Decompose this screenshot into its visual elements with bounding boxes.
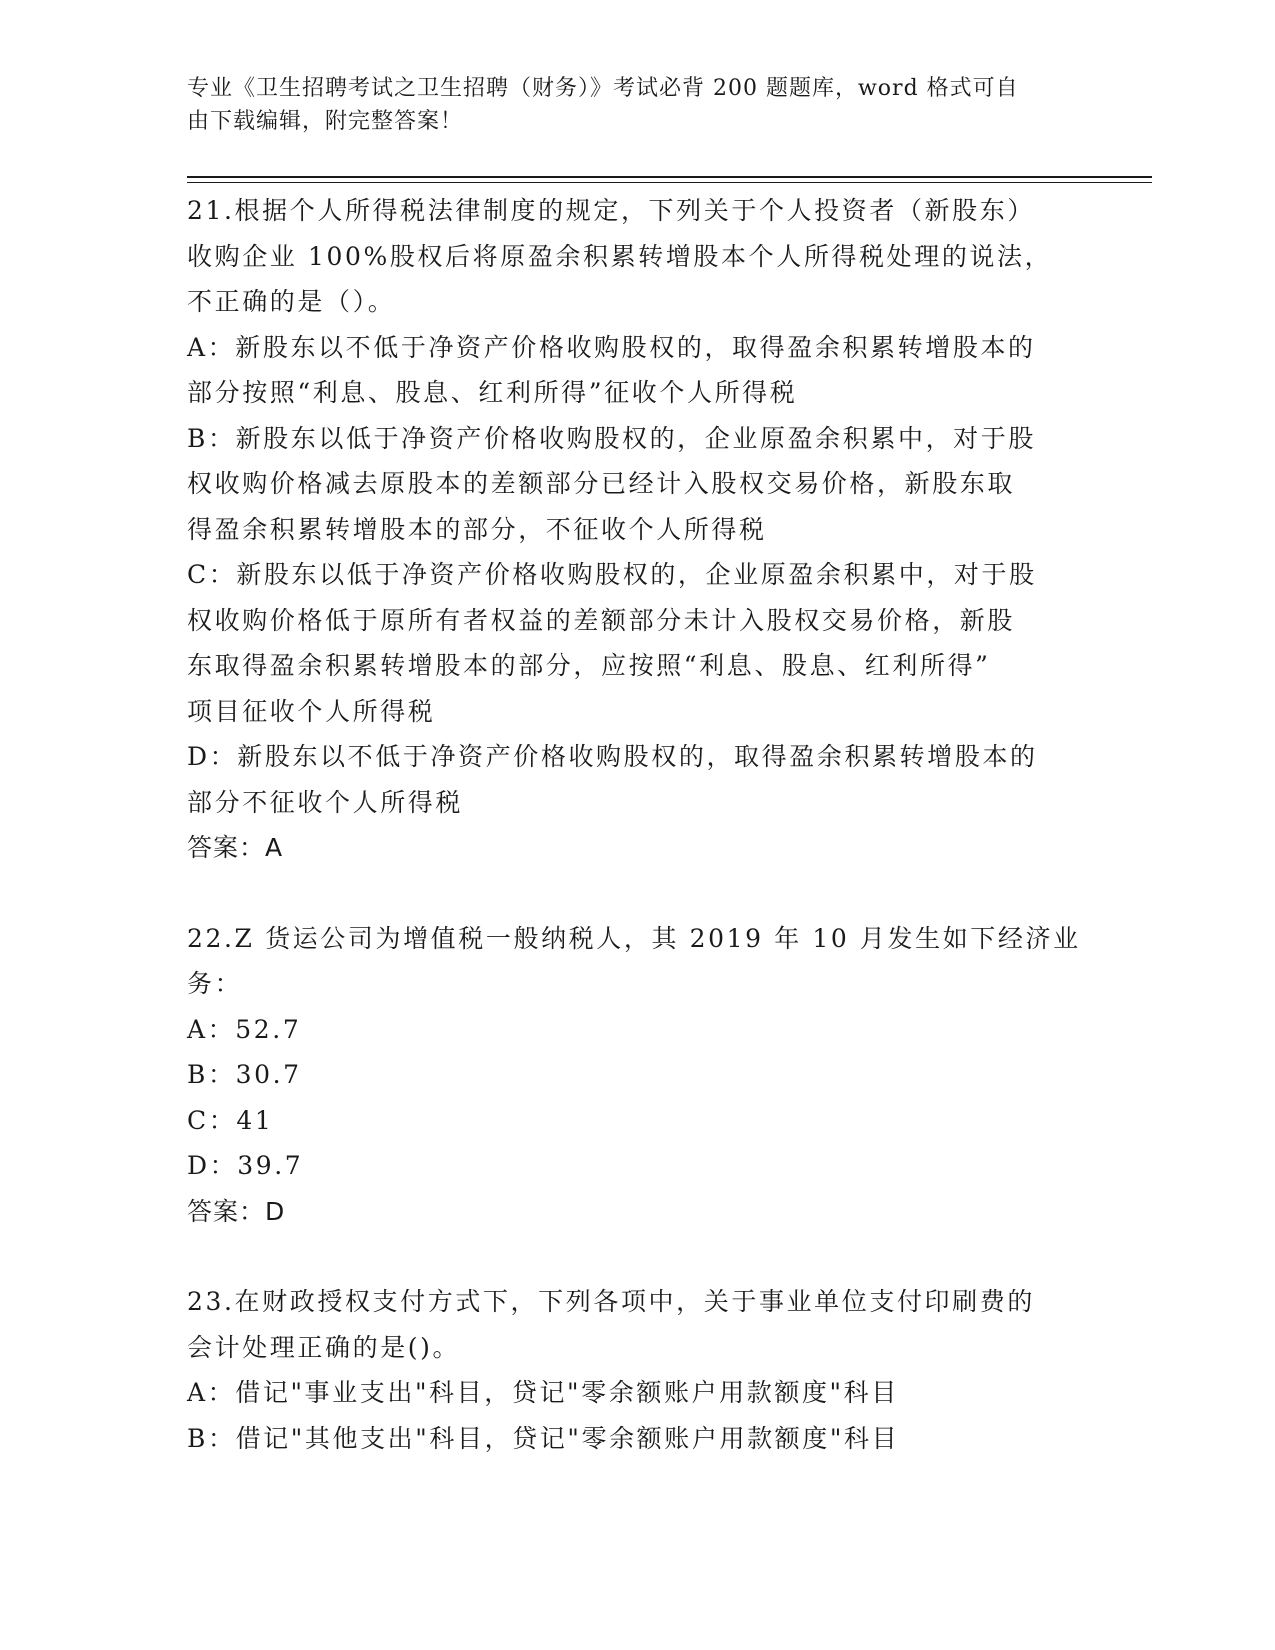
question-23 (187, 1279, 1087, 1461)
option-c: C：41 (187, 1105, 274, 1135)
option-b: B：30.7 (187, 1060, 302, 1089)
question-text: 23.在财政授权支付方式下，下列各项中，关于事业单位支付印刷费的 (187, 1287, 1035, 1316)
option-b: B：新股东以低于净资产价格收购股权的，企业原盈余积累中，对于股 (187, 423, 1036, 453)
option-d: D：39.7 (187, 1151, 304, 1180)
answer-label: 答案：A (187, 833, 284, 862)
option-a: 部分按照“利息、股息、红利所得”征收个人所得税 (187, 378, 798, 407)
question-text: 收购企业 100%股权后将原盈余积累转增股本个人所得税处理的说法， (187, 241, 1053, 271)
document-header (187, 72, 1087, 138)
option-c: 项目征收个人所得税 (187, 696, 436, 726)
option-b: 权收购价格减去原股本的差额部分已经计入股权交易价格，新股东取 (187, 469, 1016, 498)
header-divider-thick (187, 176, 1152, 178)
header-line: 专业《卫生招聘考试之卫生招聘（财务）》考试必背 200 题题库，word 格式可自 (187, 76, 1019, 101)
question-text: 22.Z 货运公司为增值税一般纳税人，其 2019 年 10 月发生如下经济业 (187, 923, 1081, 953)
option-a: A：52.7 (187, 1014, 302, 1044)
option-a: A：新股东以不低于净资产价格收购股权的，取得盈余积累转增股本的 (187, 332, 1036, 362)
option-a: A：借记"事业支出"科目，贷记"零余额账户用款额度"科目 (187, 1378, 899, 1407)
question-21 (187, 188, 1087, 871)
option-d: 部分不征收个人所得税 (187, 787, 464, 817)
option-c: 东取得盈余积累转增股本的部分，应按照“利息、股息、红利所得” (187, 651, 991, 680)
option-c: C：新股东以低于净资产价格收购股权的，企业原盈余积累中，对于股 (187, 560, 1037, 589)
question-text: 不正确的是（）。 (187, 287, 396, 316)
option-c: 权收购价格低于原所有者权益的差额部分未计入股权交易价格，新股 (187, 605, 1016, 635)
header-line: 由下载编辑，附完整答案！ (187, 109, 464, 134)
question-text: 会计处理正确的是()。 (187, 1332, 461, 1362)
question-22 (187, 916, 1087, 1235)
option-b: B：借记"其他支出"科目，贷记"零余额账户用款额度"科目 (187, 1423, 900, 1453)
answer-label: 答案：D (187, 1196, 286, 1226)
option-d: D：新股东以不低于净资产价格收购股权的，取得盈余积累转增股本的 (187, 742, 1038, 771)
option-b: 得盈余积累转增股本的部分，不征收个人所得税 (187, 514, 767, 544)
question-text: 务： (187, 969, 243, 998)
header-divider-thin (187, 182, 1152, 183)
question-list (187, 188, 1087, 1506)
question-text: 21.根据个人所得税法律制度的规定，下列关于个人投资者（新股东） (187, 196, 1035, 225)
